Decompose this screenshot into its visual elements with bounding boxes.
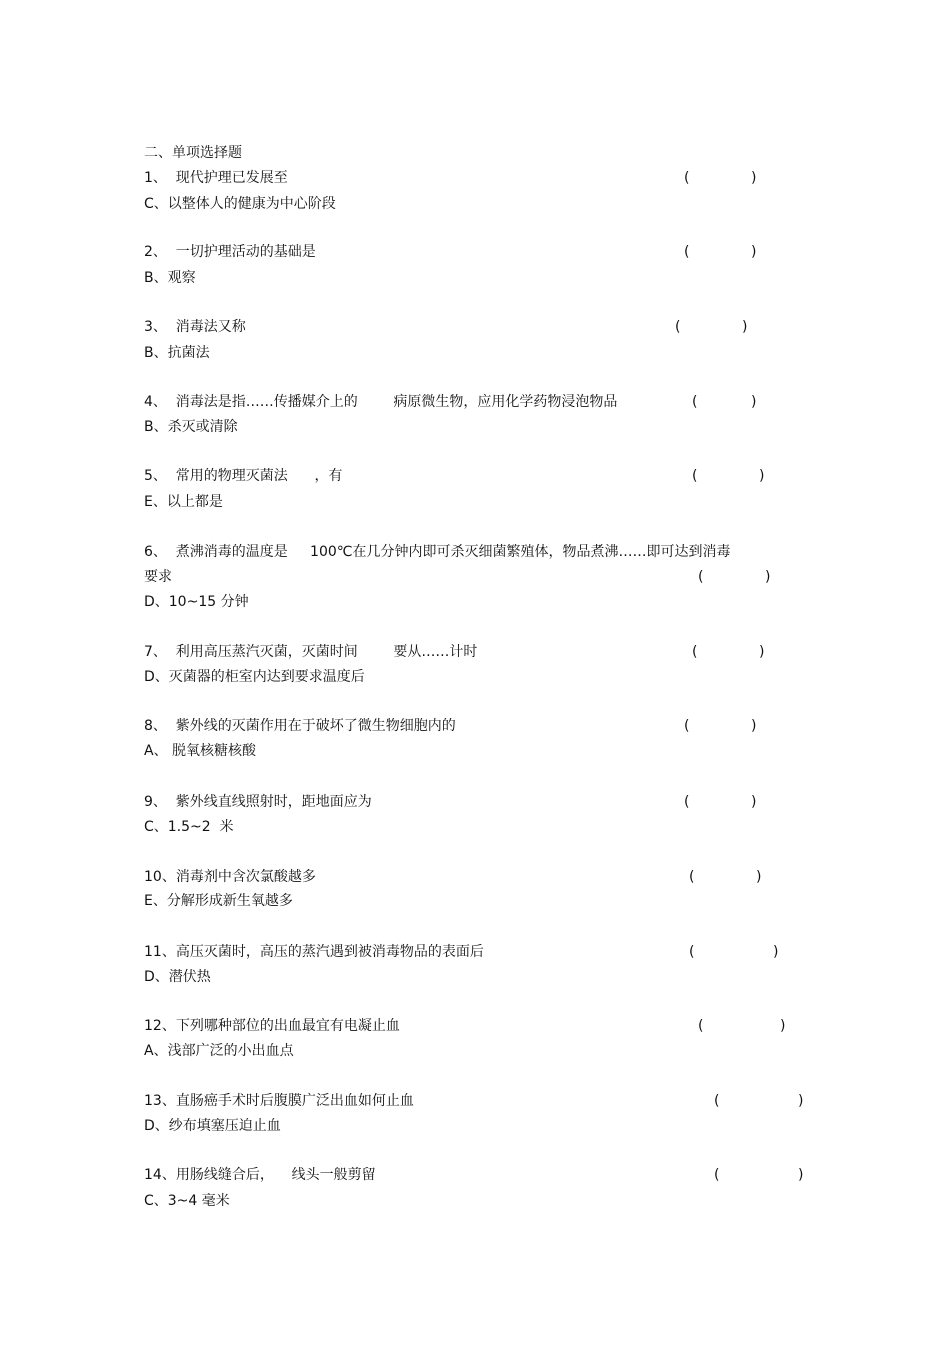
open-paren: (: [698, 1018, 704, 1034]
question-11-text: 11、高压灭菌时，高压的蒸汽遇到被消毒物品的表面后: [144, 944, 484, 960]
answer-blank-5: [692, 466, 765, 486]
close-paren: ): [742, 319, 748, 335]
answer-12-text: A、浅部广泛的小出血点: [144, 1043, 294, 1059]
answer-blank-13: [714, 1091, 804, 1111]
answer-4-text: B、杀灭或清除: [144, 419, 238, 435]
answer-blank-3: [675, 317, 748, 337]
close-paren: ): [751, 170, 757, 186]
open-paren: (: [684, 244, 690, 260]
answer-6-text: D、10~15 分钟: [144, 594, 249, 610]
open-paren: (: [684, 794, 690, 810]
close-paren: ): [751, 394, 757, 410]
answer-blank-2: [684, 242, 757, 262]
open-paren: (: [714, 1093, 720, 1109]
open-paren: (: [684, 170, 690, 186]
close-paren: ): [798, 1093, 804, 1109]
answer-1-text: C、以整体人的健康为中心阶段: [144, 196, 336, 212]
answer-2-text: B、观察: [144, 270, 196, 286]
close-paren: ): [765, 569, 771, 585]
answer-blank-1: [684, 168, 757, 188]
question-6-text-cont: 要求: [144, 569, 172, 585]
open-paren: (: [689, 869, 695, 885]
open-paren: (: [689, 944, 695, 960]
open-paren: (: [692, 468, 698, 484]
close-paren: ): [759, 644, 765, 660]
answer-10-text: E、分解形成新生氧越多: [144, 893, 293, 909]
question-10-text: 10、消毒剂中含次氯酸越多: [144, 869, 316, 885]
question-3-text: 3、 消毒法又称: [144, 319, 246, 335]
close-paren: ): [756, 869, 762, 885]
answer-14-text: C、3~4 毫米: [144, 1193, 230, 1209]
question-9-text: 9、 紫外线直线照射时，距地面应为: [144, 794, 372, 810]
question-8-text: 8、 紫外线的灭菌作用在于破坏了微生物细胞内的: [144, 718, 456, 734]
question-13-text: 13、直肠癌手术时后腹膜广泛出血如何止血: [144, 1093, 414, 1109]
answer-blank-6: [698, 567, 771, 587]
answer-blank-7: [692, 642, 765, 662]
question-7-text: 7、 利用高压蒸汽灭菌，灭菌时间 要从……计时: [144, 644, 478, 660]
close-paren: ): [751, 718, 757, 734]
close-paren: ): [751, 244, 757, 260]
open-paren: (: [692, 394, 698, 410]
question-2-text: 2、 一切护理活动的基础是: [144, 244, 316, 260]
answer-11-text: D、潜伏热: [144, 969, 211, 985]
close-paren: ): [780, 1018, 786, 1034]
answer-9-text: C、1.5~2 米: [144, 819, 234, 835]
close-paren: ): [773, 944, 779, 960]
question-1-text: 1、 现代护理已发展至: [144, 170, 288, 186]
open-paren: (: [684, 718, 690, 734]
answer-5-text: E、以上都是: [144, 494, 223, 510]
section-title: 二、单项选择题: [144, 145, 242, 161]
answer-13-text: D、纱布填塞压迫止血: [144, 1118, 281, 1134]
close-paren: ): [751, 794, 757, 810]
answer-blank-12: [698, 1016, 786, 1036]
answer-3-text: B、抗菌法: [144, 345, 210, 361]
answer-blank-9: [684, 792, 757, 812]
answer-blank-4: [692, 392, 757, 412]
answer-blank-10: [689, 867, 762, 887]
answer-7-text: D、灭菌器的柜室内达到要求温度后: [144, 669, 365, 685]
answer-8-text: A、 脱氧核糖核酸: [144, 743, 257, 759]
open-paren: (: [692, 644, 698, 660]
question-12-text: 12、下列哪种部位的出血最宜有电凝止血: [144, 1018, 400, 1034]
question-4-text: 4、 消毒法是指……传播媒介上的 病原微生物，应用化学药物浸泡物品: [144, 394, 618, 410]
close-paren: ): [759, 468, 765, 484]
open-paren: (: [675, 319, 681, 335]
question-14-text: 14、用肠线缝合后， 线头一般剪留: [144, 1167, 376, 1183]
close-paren: ): [798, 1167, 804, 1183]
question-5-text: 5、 常用的物理灭菌法 ，有: [144, 468, 343, 484]
answer-blank-11: [689, 942, 779, 962]
open-paren: (: [698, 569, 704, 585]
open-paren: (: [714, 1167, 720, 1183]
answer-blank-8: [684, 716, 757, 736]
question-6-text: 6、 煮沸消毒的温度是 100℃在几分钟内即可杀灭细菌繁殖体，物品煮沸……即可达到消毒: [144, 544, 731, 560]
answer-blank-14: [714, 1165, 804, 1185]
